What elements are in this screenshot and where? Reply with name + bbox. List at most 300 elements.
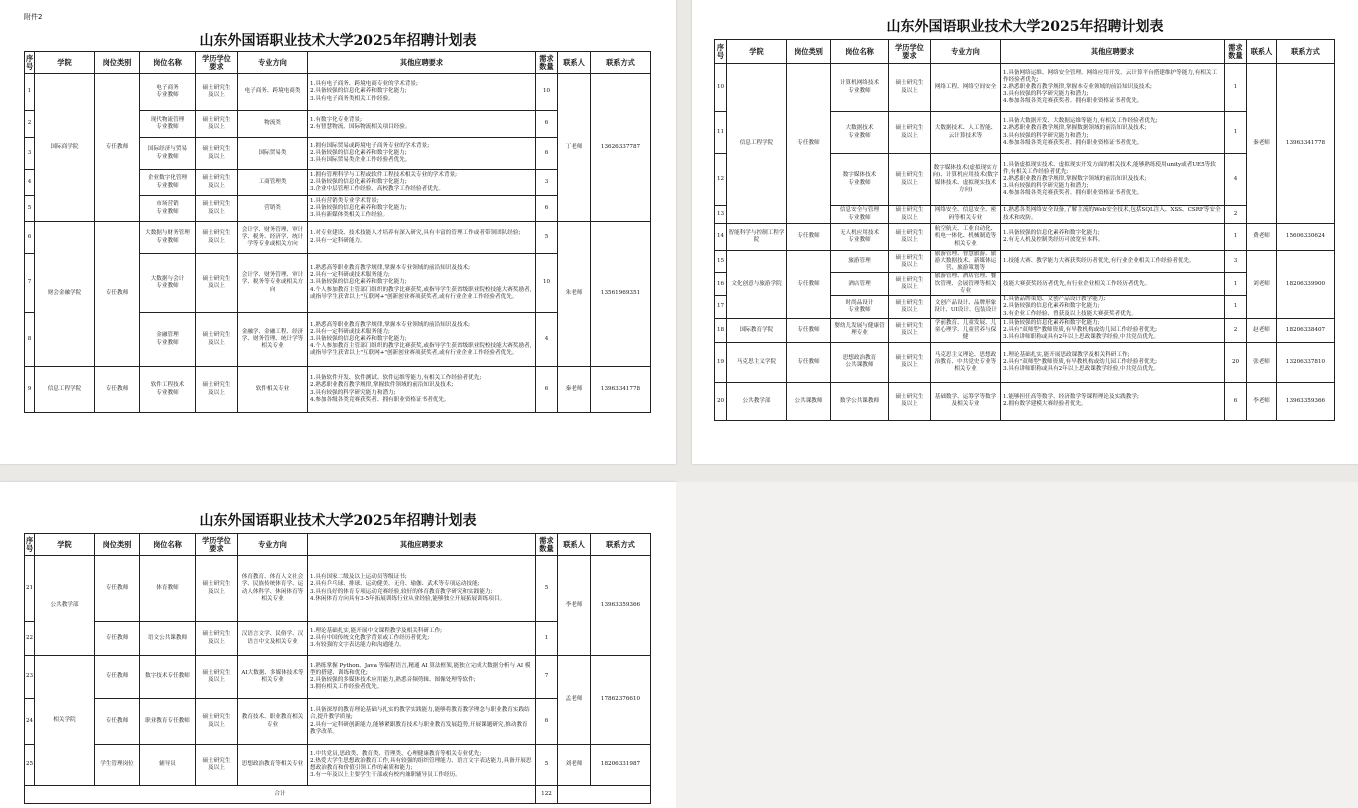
major-direction: 软件相关专业 xyxy=(238,367,308,413)
degree-requirement: 硕士研究生 及以上 xyxy=(196,622,238,656)
column-header xyxy=(536,52,558,74)
column-header: 岗位名称 xyxy=(831,40,889,64)
other-requirements xyxy=(308,745,536,786)
requirement-item: 2.熟悉职业教育教学规律,掌握本专业领域的前沿知识及技术; xyxy=(1003,83,1152,90)
column-header: 学院 xyxy=(727,40,787,64)
other-requirements xyxy=(1001,295,1225,318)
demand-count: 10 xyxy=(536,254,558,313)
degree-requirement: 硕士研究生 及以上 xyxy=(196,367,238,413)
total-label: 合计 xyxy=(25,786,536,804)
major-direction: 电子商务、跨境电商类 xyxy=(238,74,308,111)
table-row xyxy=(25,367,651,413)
demand-count: 5 xyxy=(536,556,558,622)
column-header: 其他应聘要求 xyxy=(1001,40,1225,64)
other-requirements xyxy=(308,556,536,622)
requirement-item: 2.具备较强的信息化素养和数字化能力; xyxy=(1003,303,1100,310)
text-line: 学历学位 xyxy=(202,535,231,545)
requirement-item: 2.具备较强的信息化素养和数字化能力; xyxy=(310,88,407,95)
position-name: 大数据技术 专业教师 xyxy=(831,112,889,154)
degree-requirement: 硕士研究生 及以上 xyxy=(889,224,931,251)
requirement-item: 2.具备较强的多媒体技术应用能力,熟悉音频剪辑、图像处理等软件; xyxy=(310,677,476,683)
requirement-item: 1.中共党员,思政类、教育类、管理类、心理健康教育等相关专业优先; xyxy=(310,750,482,757)
position-name: 国际经济与贸易 专业教师 xyxy=(140,138,196,170)
other-requirements xyxy=(1001,206,1225,224)
requirement-item: 1.能够担任高等数学、经济数学等课程理论及实践教学; xyxy=(1003,394,1139,401)
column-header: 学院 xyxy=(35,52,95,74)
row-number: 13 xyxy=(715,206,727,224)
requirement-item: 3.具有电子商务类相关工作经验。 xyxy=(310,95,394,102)
column-header xyxy=(536,534,558,556)
row-number: 6 xyxy=(25,222,35,254)
contact-person: 秦老师 xyxy=(1247,64,1277,224)
column-header: 联系人 xyxy=(558,52,591,74)
row-number: 18 xyxy=(715,318,727,342)
header-row xyxy=(715,40,1335,64)
major-direction: 会计学、财务管理、审计学、税务等专业或相关方向 xyxy=(238,254,308,313)
major-direction: 旅游管理、酒店管理、餐饮管理、会展管理等相关专业 xyxy=(931,273,1001,295)
other-requirements xyxy=(308,196,536,222)
requirement-item: 1.熟悉高等职业教育教学规律,掌握本专业领域的前沿知识及技术; xyxy=(310,265,471,272)
column-header: 联系方式 xyxy=(1277,40,1335,64)
requirement-item: 1.理论基础扎实,能开展中文课程教学及相关科研工作; xyxy=(310,627,443,634)
contact-phone: 17862376610 xyxy=(591,656,651,745)
major-direction: 学前教育、儿童发展、儿童心理学、儿童营养与保健 xyxy=(931,318,1001,342)
document-page-3 xyxy=(0,482,676,808)
text-line: 序 xyxy=(26,53,34,63)
contact-phone: 13963359366 xyxy=(1277,382,1335,420)
requirement-item: 2.熟悉职业教育教学规律,掌握数字领域的前沿知识及技术; xyxy=(1003,175,1147,182)
row-number: 2 xyxy=(25,111,35,138)
degree-requirement: 硕士研究生 及以上 xyxy=(889,318,931,342)
position-name: 大数据与会计 专业教师 xyxy=(140,254,196,313)
row-number: 9 xyxy=(25,367,35,413)
college-cell: 财会金融学院 xyxy=(35,222,95,367)
position-name: 大数据与财务管理 专业教师 xyxy=(140,222,196,254)
degree-requirement: 硕士研究生 及以上 xyxy=(889,273,931,295)
requirement-item: 2.具备较强的信息化素养和数字化能力; xyxy=(310,149,407,156)
major-direction: 文创产品设计、品牌形象设计、UI设计、包装设计 xyxy=(931,295,1001,318)
table-row xyxy=(25,745,651,786)
position-category: 专任教师 xyxy=(787,342,831,382)
table-row xyxy=(715,224,1335,251)
demand-count: 2 xyxy=(1225,206,1247,224)
other-requirements xyxy=(308,170,536,196)
requirement-item: 3.有企业工作经验、曾获及以上技能大赛获奖者优先。 xyxy=(1003,310,1137,317)
position-category: 专任教师 xyxy=(787,224,831,251)
document-page-1 xyxy=(0,0,676,464)
requirement-item: 1.具备软件开发、软件测试、软件运维等能力,有相关工作经验者优先; xyxy=(310,375,482,382)
requirement-item: 1.具备品牌策划、文创产品设计教学能力; xyxy=(1003,296,1106,303)
position-category: 公共课教师 xyxy=(787,382,831,420)
column-header: 学院 xyxy=(35,534,95,556)
requirement-item: 3.具备较强的信息化素养和数字化能力; xyxy=(310,335,407,342)
major-direction: 会计学、财务管理、审计学、税务、经济学、统计学等专业或相关方向 xyxy=(238,222,308,254)
row-number: 10 xyxy=(715,64,727,112)
text-line: 号 xyxy=(26,543,34,553)
column-header: 岗位名称 xyxy=(140,534,196,556)
demand-count: 2 xyxy=(1225,318,1247,342)
row-number: 7 xyxy=(25,254,35,313)
contact-phone: 18206331987 xyxy=(591,745,651,786)
position-name: 无人机应用技术 专业教师 xyxy=(831,224,889,251)
text-line: 序 xyxy=(716,42,725,52)
other-requirements xyxy=(1001,154,1225,206)
contact-person: 李老师 xyxy=(1247,382,1277,420)
requirement-item: 1.拥有国际贸易或跨境电子商务专业的学术背景; xyxy=(310,142,430,149)
header-row xyxy=(25,534,651,556)
requirement-item: 3.有较强的文字表达能力和沟通能力。 xyxy=(310,642,405,649)
column-header xyxy=(1225,40,1247,64)
text-line: 要求 xyxy=(902,50,917,60)
column-header xyxy=(715,40,727,64)
position-name: 数字媒体技术 专业教师 xyxy=(831,154,889,206)
other-requirements xyxy=(1001,318,1225,342)
column-header: 岗位名称 xyxy=(140,52,196,74)
demand-count: 4 xyxy=(536,313,558,367)
other-requirements xyxy=(308,222,536,254)
table-row xyxy=(715,251,1335,273)
requirement-item: 3.具有国际贸易类企业工作经验者优先。 xyxy=(310,157,411,164)
text-line: 学历学位 xyxy=(895,42,924,52)
position-category: 专任教师 xyxy=(787,251,831,319)
position-name: 语文公共课教师 xyxy=(140,622,196,656)
degree-requirement: 硕士研究生 及以上 xyxy=(889,64,931,112)
position-name: 酒店管理 xyxy=(831,273,889,295)
column-header: 其他应聘要求 xyxy=(308,534,536,556)
degree-requirement: 硕士研究生 及以上 xyxy=(889,251,931,273)
requirement-item: 1.具有国家二级及以上运动员等级证书; xyxy=(310,574,407,581)
demand-count: 3 xyxy=(536,170,558,196)
other-requirements xyxy=(1001,342,1225,382)
degree-requirement: 硕士研究生 及以上 xyxy=(889,154,931,206)
degree-requirement: 硕士研究生 及以上 xyxy=(196,254,238,313)
other-requirements xyxy=(308,367,536,413)
page-title: 山东外国语职业技术大学2025年招聘计划表 xyxy=(886,19,1164,35)
position-name: 电子商务 专业教师 xyxy=(140,74,196,111)
college-cell: 公共教学部 xyxy=(727,382,787,420)
contact-person: 张老师 xyxy=(1247,342,1277,382)
position-name: 数字技术专任教师 xyxy=(140,656,196,699)
requirement-item: 1.具备大数据开发、大数据运维等能力,有相关工作经验者优先; xyxy=(1003,118,1158,125)
requirement-item: 3.企业中层管理工作经验、高校教学工作经验者优先。 xyxy=(310,186,444,193)
text-line: 序 xyxy=(26,535,34,545)
column-header: 专业方向 xyxy=(238,534,308,556)
degree-requirement: 硕士研究生 及以上 xyxy=(196,313,238,367)
row-number: 25 xyxy=(25,745,35,786)
demand-count: 1 xyxy=(1225,64,1247,112)
other-requirements xyxy=(1001,251,1225,273)
requirement-item: 2.具有乒乓球、排球、运动健美、无舟、瑜伽、武术等专项运动技能; xyxy=(310,581,480,588)
row-number: 3 xyxy=(25,138,35,170)
demand-count: 6 xyxy=(536,196,558,222)
position-name: 计算机网络技术 专业教师 xyxy=(831,64,889,112)
table-row xyxy=(25,74,651,111)
requirement-item: 4.休闲体育方向具有3-5年拓展训练行业从业经验,能够独立开展拓展训练项目。 xyxy=(310,595,506,602)
contact-phone: 13626337787 xyxy=(591,74,651,222)
table-row xyxy=(715,382,1335,420)
position-name: 旅游管理 xyxy=(831,251,889,273)
requirement-item: 3.有一年及以上主要学生干部或有校内兼职辅导员工作经历。 xyxy=(310,772,461,779)
text-line: 要求 xyxy=(209,61,224,71)
requirement-item: 3.具有讲师职称或具有2年以上思政课教学经验,中共党员优先。 xyxy=(1003,334,1160,341)
major-direction: 旅游管理、智慧旅游、旅游大数据技术、新媒体运营、旅游策划等 xyxy=(931,251,1001,273)
degree-requirement: 硕士研究生 及以上 xyxy=(889,112,931,154)
demand-count: 6 xyxy=(536,138,558,170)
contact-phone: 13206337810 xyxy=(1277,342,1335,382)
position-name: 市场营销 专业教师 xyxy=(140,196,196,222)
requirement-item: 1.技能大赛、教学能力大赛获奖经历者优先,有行业企业相关工作经验者优先。 xyxy=(1003,258,1195,265)
row-number: 11 xyxy=(715,112,727,154)
major-direction: 国际贸易类 xyxy=(238,138,308,170)
column-header: 专业方向 xyxy=(238,52,308,74)
requirement-item: 3.具备较强的信息化素养和数字化能力; xyxy=(310,279,407,286)
college-cell: 文化创意与旅游学院 xyxy=(727,251,787,319)
annex-label: 附件2 xyxy=(24,13,43,21)
major-direction: AI大数据、多媒体技术等相关专业 xyxy=(238,656,308,699)
demand-count: 7 xyxy=(536,656,558,699)
table-row xyxy=(25,656,651,699)
header-row xyxy=(25,52,651,74)
degree-requirement: 硕士研究生 及以上 xyxy=(196,656,238,699)
requirement-item: 3.具有较强的科学研究能力和潜力; xyxy=(1003,132,1089,139)
degree-requirement: 硕士研究生 及以上 xyxy=(196,170,238,196)
position-name: 金融管理 专业教师 xyxy=(140,313,196,367)
position-name: 现代物流管理 专业教师 xyxy=(140,111,196,138)
row-number: 8 xyxy=(25,313,35,367)
text-line: 数量 xyxy=(539,61,554,71)
position-name: 思想政治教育 公共课教师 xyxy=(831,342,889,382)
demand-count: 1 xyxy=(1225,224,1247,251)
contact-phone: 18206339900 xyxy=(1277,251,1335,319)
position-name: 信息安全与管理 专业教师 xyxy=(831,206,889,224)
requirement-item: 2.具有一定科研或技术服务能力; xyxy=(310,272,390,279)
row-number: 23 xyxy=(25,656,35,699)
total-row xyxy=(25,786,651,804)
text-line: 需求 xyxy=(539,535,554,545)
demand-count: 1 xyxy=(1225,273,1247,295)
position-category: 专任教师 xyxy=(95,222,140,367)
position-category: 专任教师 xyxy=(95,699,140,745)
demand-count: 4 xyxy=(1225,154,1247,206)
degree-requirement: 硕士研究生 及以上 xyxy=(196,222,238,254)
contact-person: 孟老师 xyxy=(558,656,591,745)
college-cell: 马克思主义学院 xyxy=(727,342,787,382)
position-category: 专任教师 xyxy=(95,556,140,622)
table-row xyxy=(715,318,1335,342)
requirement-item: 2.具备较强的信息化素养和数字化能力; xyxy=(310,204,407,211)
requirement-item: 1.具备较强的信息化素养和数字化能力; xyxy=(1003,229,1100,236)
column-header xyxy=(889,40,931,64)
demand-count: 6 xyxy=(536,367,558,413)
document-page-2 xyxy=(692,0,1358,464)
requirement-item: 2.具有"双师型"教师资质,有早教机构或幼儿园工作经验者优先; xyxy=(1003,326,1157,333)
position-category: 学生管理岗位 xyxy=(95,745,140,786)
other-requirements xyxy=(308,111,536,138)
column-header xyxy=(196,534,238,556)
text-line: 学历学位 xyxy=(202,53,231,63)
row-number: 1 xyxy=(25,74,35,111)
major-direction: 数字媒体技术(虚拟现实方向)、计算机应用技术(数字媒体技术、虚拟现实技术方向) xyxy=(931,154,1001,206)
major-direction: 教育技术、职业教育相关专业 xyxy=(238,699,308,745)
contact-phone: 13963341778 xyxy=(1277,64,1335,224)
major-direction: 马克思主义理论、思想政治教育、中共党史专业等相关专业 xyxy=(931,342,1001,382)
other-requirements xyxy=(308,74,536,111)
requirement-item: 3.具有较强的科学研究能力和潜力; xyxy=(1003,91,1089,98)
contact-person: 李老师 xyxy=(558,556,591,656)
contact-phone: 15606330624 xyxy=(1277,224,1335,251)
total-empty xyxy=(558,786,651,804)
requirement-item: 2.具有"双师型"教师资质,有早教机构或幼儿园工作经验者优先; xyxy=(1003,358,1157,365)
contact-person: 赵老师 xyxy=(1247,318,1277,342)
position-name: 时尚品设计 专业教师 xyxy=(831,295,889,318)
other-requirements xyxy=(308,313,536,367)
position-category: 专任教师 xyxy=(95,656,140,699)
requirement-item: 4.个人参加教育主管部门组织的教学比赛获奖,或指导学生获省级职业院校技能大赛奖励者,或指导学生获省以上"互联网+"创新创业赛项获奖者,或有行业企业工作经验者优先。 xyxy=(310,286,532,300)
row-number: 4 xyxy=(25,170,35,196)
row-number: 16 xyxy=(715,273,727,295)
requirement-item: 2.具备较强的信息化素养和数字化能力; xyxy=(310,178,407,185)
contact-person: 刘老师 xyxy=(558,745,591,786)
position-name: 企业数字化管理 专业教师 xyxy=(140,170,196,196)
requirement-item: 3.具有较强的科学研究能力和潜力; xyxy=(1003,183,1089,190)
requirement-item: 3.具有讲师职称或具有2年以上思政课教学经验,中共党员优先。 xyxy=(1003,366,1160,373)
row-number: 19 xyxy=(715,342,727,382)
requirement-item: 2.具有中国传统文化教学背景或工作经历者优先; xyxy=(310,634,430,641)
degree-requirement: 硕士研究生 及以上 xyxy=(196,111,238,138)
other-requirements xyxy=(308,622,536,656)
degree-requirement: 硕士研究生 及以上 xyxy=(889,206,931,224)
other-requirements xyxy=(1001,112,1225,154)
contact-person: 丁老师 xyxy=(558,74,591,222)
column-header: 联系人 xyxy=(1247,40,1277,64)
requirement-item: 1.具备深厚的教育理论基础与扎实的教学实践能力,能够将教育教学理念与职业教育实践结合,提升教学质量; xyxy=(310,707,530,721)
demand-count: 10 xyxy=(536,74,558,111)
text-line: 需求 xyxy=(539,53,554,63)
demand-count: 1 xyxy=(1225,295,1247,318)
table-row xyxy=(25,556,651,622)
page-title: 山东外国语职业技术大学2025年招聘计划表 xyxy=(199,33,477,49)
requirement-item: 1.有数字化专业背景; xyxy=(310,116,362,123)
column-header xyxy=(25,534,35,556)
major-direction: 工商管理类 xyxy=(238,170,308,196)
requirement-item: 1.具备网络运维、网络安全管理、网络应用开发、云计算平台搭建维护等能力,有相关工作经验者优先; xyxy=(1003,69,1218,83)
college-cell: 相关学院 xyxy=(35,656,95,786)
column-header: 专业方向 xyxy=(931,40,1001,64)
contact-phone: 13963359366 xyxy=(591,556,651,656)
requirement-item: 1.具有营销类专业学术背景; xyxy=(310,197,379,204)
degree-requirement: 硕士研究生 及以上 xyxy=(889,295,931,318)
contact-person: 秦老师 xyxy=(558,367,591,413)
position-category: 专任教师 xyxy=(787,64,831,224)
row-number: 15 xyxy=(715,251,727,273)
demand-count: 6 xyxy=(536,699,558,745)
column-header: 联系方式 xyxy=(591,52,651,74)
degree-requirement: 硕士研究生 及以上 xyxy=(196,556,238,622)
demand-count: 6 xyxy=(1225,382,1247,420)
row-number: 5 xyxy=(25,196,35,222)
requirement-item: 1.理论基础扎实,能开展思政课教学及相关科研工作; xyxy=(1003,351,1130,358)
degree-requirement: 硕士研究生 及以上 xyxy=(196,138,238,170)
position-category: 专任教师 xyxy=(787,318,831,342)
position-category: 专任教师 xyxy=(95,367,140,413)
requirement-item: 2.熟悉职业教育教学规律,掌握数据领域的前沿知识及技术; xyxy=(1003,125,1147,132)
degree-requirement: 硕士研究生 及以上 xyxy=(196,745,238,786)
college-cell: 国际教育学院 xyxy=(727,318,787,342)
degree-requirement: 硕士研究生 及以上 xyxy=(889,342,931,382)
table-row xyxy=(715,64,1335,112)
column-header: 岗位类别 xyxy=(95,52,140,74)
demand-count: 1 xyxy=(1225,112,1247,154)
requirement-item: 3.具有良好的体育专项运动竞赛经验,较好的体育教育教学研究和实践能力; xyxy=(310,588,493,595)
table-row xyxy=(25,622,651,656)
degree-requirement: 硕士研究生 及以上 xyxy=(889,382,931,420)
requirement-item: 2.具有一定科研创新能力,能够紧跟教育技术与职业教育发展趋势,开展课题研究,推动教育教学改革。 xyxy=(310,721,528,735)
position-name: 体育教师 xyxy=(140,556,196,622)
contact-phone: 13561969351 xyxy=(591,222,651,367)
major-direction: 基础数学、运筹学等数学及相关专业 xyxy=(931,382,1001,420)
contact-phone: 18206338407 xyxy=(1277,318,1335,342)
text-line: 号 xyxy=(716,50,725,60)
text-line: 要求 xyxy=(209,543,224,553)
text-line: 需求 xyxy=(1228,42,1243,52)
requirement-item: 4.个人参加教育主管部门组织的教学比赛获奖,或指导学生获省级职业院校技能大赛奖励者,或指导学生获省以上"互联网+"创新创业赛项获奖者,或有行业企业工作经验者优先。 xyxy=(310,343,532,357)
requirement-item: 1.具备虚拟现实技术、虚拟现实开发方面的相关技术,能够熟练使用unity或者UE5等软件,有相关工作经验者优先; xyxy=(1003,161,1216,175)
requirement-item: 1.具有电子商务、跨境电商专业的学术背景; xyxy=(310,81,418,88)
contact-person: 费老师 xyxy=(1247,224,1277,251)
requirement-item: 2.热爱大学生思想政治教育工作,具有较强的组织管理能力、语言文字表达能力,具备开展思想政治教育和价值引领工作的素质和能力; xyxy=(310,757,532,771)
major-direction: 大数据技术、人工智能、云计算技术等 xyxy=(931,112,1001,154)
requirement-item: 2.熟悉职业教育教学规律,掌握软件领域的前沿知识及技术; xyxy=(310,382,454,389)
position-name: 数学公共课教师 xyxy=(831,382,889,420)
page-title: 山东外国语职业技术大学2025年招聘计划表 xyxy=(199,513,477,529)
degree-requirement: 硕士研究生 及以上 xyxy=(196,699,238,745)
major-direction: 航空航天、工业自动化、机电一体化、机械制造等相关专业 xyxy=(931,224,1001,251)
requirement-item: 1.对专业建设、技术技能人才培养有深入研究,具有丰富的管理工作或者带领团队经验; xyxy=(310,230,521,237)
row-number: 17 xyxy=(715,295,727,318)
row-number: 20 xyxy=(715,382,727,420)
column-header xyxy=(25,52,35,74)
text-line: 数量 xyxy=(1228,50,1243,60)
other-requirements xyxy=(1001,382,1225,420)
column-header: 联系方式 xyxy=(591,534,651,556)
other-requirements xyxy=(308,138,536,170)
major-direction: 网络安全、信息安全、密码等相关专业 xyxy=(931,206,1001,224)
demand-count: 1 xyxy=(536,622,558,656)
recruitment-table xyxy=(24,51,651,413)
requirement-item: 2.有智慧物流、国际物流相关项目经验。 xyxy=(310,124,411,130)
row-number: 22 xyxy=(25,622,35,656)
requirement-item: 4.参加各级各类竞赛获奖者、拥有职业资格证书者优先。 xyxy=(1003,139,1143,146)
table-row xyxy=(715,342,1335,382)
column-header xyxy=(196,52,238,74)
degree-requirement: 硕士研究生 及以上 xyxy=(196,196,238,222)
other-requirements xyxy=(1001,64,1225,112)
contact-phone: 13963341778 xyxy=(591,367,651,413)
major-direction: 体育教育、体育人文社会学、民族传统体育学、运动人体科学、休闲体育等相关专业 xyxy=(238,556,308,622)
row-number: 24 xyxy=(25,699,35,745)
column-header: 联系人 xyxy=(558,534,591,556)
other-requirements xyxy=(1001,224,1225,251)
position-name: 职业教育专任教师 xyxy=(140,699,196,745)
position-name: 辅导员 xyxy=(140,745,196,786)
requirement-item: 1.熟练掌握 Python、Java 等编程语言,精通 AI 算法框架,能独立完成大数据分析与 AI 模型的搭建、训练和优化; xyxy=(310,662,531,676)
table-row xyxy=(25,699,651,745)
requirement-item: 4.参加各级各类竞赛获奖者、拥有职业资格证书者优先。 xyxy=(1003,190,1143,197)
requirement-item: 1.拥有管理科学与工程或软件工程技术相关专业的学术背景; xyxy=(310,171,458,178)
contact-person: 朱老师 xyxy=(558,222,591,367)
position-category: 专任教师 xyxy=(95,622,140,656)
requirement-item: 3.具有新媒体类相关工作经验。 xyxy=(310,212,389,219)
